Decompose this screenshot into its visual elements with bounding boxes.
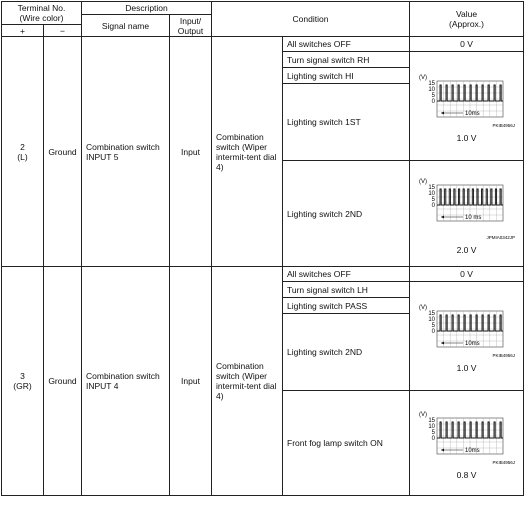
waveform [410, 301, 523, 361]
y-tick-label: 0 [431, 436, 435, 442]
time-scale-label: 10ms [464, 111, 480, 117]
y-unit-label: (V) [418, 305, 427, 311]
approx-label: (Approx.) [449, 19, 484, 29]
condition-item: All switches OFF [283, 37, 410, 52]
condition-main-cell: Combination switch (Wiper intermit-tent dial 4) [212, 267, 283, 496]
y-tick-label: 5 [431, 196, 435, 203]
value-label: Value [455, 9, 478, 19]
y-tick-label: 0 [431, 202, 435, 209]
waveform-svg [417, 71, 517, 129]
time-arrow-head [441, 112, 444, 115]
condition-item: Turn signal switch RH [283, 52, 410, 68]
waveform [410, 71, 523, 131]
waveform-svg [417, 408, 517, 466]
y-tick-label: 10 [427, 190, 435, 197]
value-cell: 0 V [410, 267, 524, 282]
ground-cell: Ground [44, 267, 82, 496]
y-tick-label: 10 [427, 87, 435, 93]
wire-color-label: (Wire color) [19, 13, 64, 23]
waveform [410, 175, 523, 243]
terminal-wire-color: (L) [17, 151, 28, 162]
condition-item: Lighting switch 1ST [283, 84, 410, 161]
terminal-table [1, 1, 524, 496]
waveform [410, 408, 523, 468]
input-output-cell: Input [170, 37, 212, 267]
condition-item: Lighting switch 2ND [283, 314, 410, 391]
condition-item: Lighting switch 2ND [283, 161, 410, 267]
signal-name-cell: Combination switch INPUT 5 [82, 37, 170, 267]
time-arrow-head [441, 449, 444, 452]
value-text: 2.0 V [456, 244, 477, 255]
figure-code: PKIB4956J [492, 460, 515, 465]
value-waveform-cell [410, 161, 524, 267]
value-text: 1.0 V [456, 133, 477, 143]
condition-header: Condition [212, 2, 410, 37]
y-unit-label: (V) [418, 178, 427, 185]
value-header [410, 2, 524, 37]
waveform-svg [417, 301, 517, 359]
signal-name-header: Signal name [82, 15, 170, 37]
condition-item: Lighting switch HI [283, 68, 410, 84]
y-tick-label: 0 [431, 329, 435, 335]
time-scale-label: 10ms [464, 341, 480, 347]
y-tick-label: 10 [427, 317, 435, 323]
waveform-svg [417, 175, 517, 241]
time-scale-label: 10ms [464, 448, 480, 454]
condition-item: Lighting switch PASS [283, 298, 410, 314]
y-tick-label: 0 [431, 99, 435, 105]
input-output-cell: Input [170, 267, 212, 496]
y-tick-label: 15 [427, 81, 435, 87]
value-waveform-cell [410, 52, 524, 161]
time-scale-label: 10 ms [464, 214, 481, 221]
y-unit-label: (V) [418, 75, 427, 81]
condition-item: Front fog lamp switch ON [283, 391, 410, 496]
minus-header: − [44, 25, 82, 37]
time-arrow-head [441, 215, 444, 218]
value-waveform-cell [410, 282, 524, 391]
figure-code: PKIB4956J [492, 353, 515, 358]
y-unit-label: (V) [418, 412, 427, 418]
ground-cell: Ground [44, 37, 82, 267]
figure-code: JPMIA0342JP [486, 234, 515, 240]
figure-code: PKIB4956J [492, 123, 515, 128]
terminal-3-cell [2, 267, 44, 496]
y-tick-label: 15 [427, 184, 435, 191]
terminal-number: 3 [20, 371, 25, 381]
input-output-header: Input/ Output [170, 15, 212, 37]
value-cell: 0 V [410, 37, 524, 52]
condition-item: Turn signal switch LH [283, 282, 410, 298]
y-tick-label: 15 [427, 418, 435, 424]
terminal-no-header [2, 2, 82, 25]
time-arrow-head [441, 342, 444, 345]
terminal-number: 2 [20, 141, 25, 152]
terminal-wire-color: (GR) [13, 381, 32, 391]
condition-main-cell: Combination switch (Wiper intermit-tent dial 4) [212, 37, 283, 267]
y-tick-label: 5 [431, 93, 435, 99]
description-header: Description [82, 2, 212, 15]
y-tick-label: 5 [431, 323, 435, 329]
terminal-no-label: Terminal No. [17, 3, 66, 13]
value-waveform-cell [410, 391, 524, 496]
y-tick-label: 5 [431, 430, 435, 436]
condition-item: All switches OFF [283, 267, 410, 282]
terminal-2-cell [2, 37, 44, 267]
value-text: 1.0 V [456, 363, 477, 373]
y-tick-label: 15 [427, 311, 435, 317]
value-text: 0.8 V [456, 470, 477, 480]
signal-name-cell: Combination switch INPUT 4 [82, 267, 170, 496]
plus-header: + [2, 25, 44, 37]
y-tick-label: 10 [427, 424, 435, 430]
